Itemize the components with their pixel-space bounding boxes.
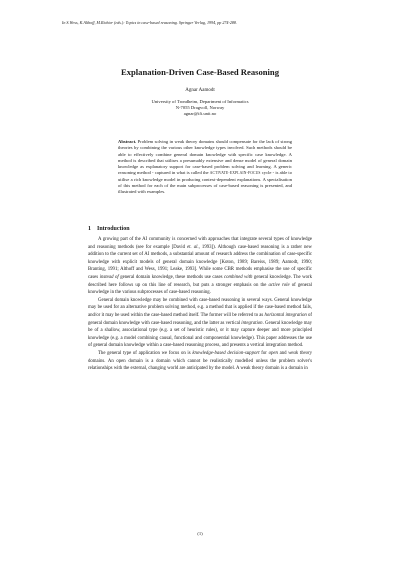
emphasis-run: integration [241,320,263,326]
body-paragraph [88,297,312,350]
text-run: , 1993]). Although case-based reasoning is a rather new addition to the current set of AI methods, a substantial amount of research address the combination of case-specific knowledge with explicit models of general domain knowledge [Koton, 1989; Bareiss, 1989; Aamodt, 1990; Branting, 1991; Althoff and Wess, 1991; Leake, 1993]. While some CBR methods emphasise the use of specific cases [88,244,312,280]
affiliation-email: agnar@ifi.unit.no [183,111,217,116]
text-run: domains. An open domain is a domain which cannot be realistically modelled unless the problem solver's relationships with the external, changing world are anticipated by the model. A weak theory domain is a domain in [88,358,312,372]
emphasis-run: instead of [99,274,119,280]
section-title: Introduction [97,226,130,232]
abstract-label: Abstract. [118,139,137,144]
emphasis-run: knowledge-based decision-support [192,350,260,356]
body-paragraph [88,236,312,297]
text-run: for [259,350,269,356]
emphasis-run: combined with [224,274,253,280]
emphasis-run: open [268,350,278,356]
abstract-text-1: Problem solving in weak theory domains should compensate for the lack of strong theories by combining the various other knowledge types involved. Such methods should be able to effectively combine general domain knowledge with specific case knowledge. A method is described that utilises a presumably extensive and dense model of general domain knowledge as explanatory support for case-based problem solving and learning. A generic reasoning method - captured in what is called the [118,139,292,176]
text-run: The general type of application we focus on is [98,350,193,356]
text-run: General domain knowledge may be combined with case-based reasoning in several ways. General knowledge may be used for an alternative problem solving method, e.g. a method that is applied if the case-based method fails, and/or it may be used within the case-based method itself. The former will be referred to as [88,297,312,318]
affiliation-institution: University of Trondheim, Department of Informatics [151,99,249,104]
text-run: general domain knowledge, these methods use cases [118,274,225,280]
paper-title: Explanation-Driven Case-Based Reasoning [120,67,280,77]
abstract [118,139,292,196]
emphasis-run: horizontal integration [264,312,307,318]
text-run: of general domain knowledge with case-based reasoning, and the latter as vertical [88,312,312,326]
abstract-method-name: ACTIVATE-EXPLAIN-FOCUS [209,171,261,176]
emphasis-run: active role [268,282,290,288]
section-number: 1 [88,226,91,232]
text-run: . General knowledge may be of a shallow, associational type (e.g. a set of heuristic rules), or it may capture deeper and more principled knowledge (e.g. a model combining causal, functional and componential knowledge). This paper addresses the use of general domain knowledge within a case-based reasoning process, and presents a vertical integration method. [88,320,312,349]
text-run: of general knowledge in the various subprocesses of case-based reasoning. [88,282,312,296]
body-text [88,236,312,373]
abstract-text-2: cycle - is able to utilise a rich knowledge model in producing context-dependent explanations. A specialisation of this method for each of the main subprocesses of case-based reasoning is presented, and illustrated with examples. [118,170,292,195]
emphasis-run: weak theory [288,350,313,356]
body-paragraph [88,350,312,373]
text-run: and [277,350,289,356]
citation-header: In S.Wess, K.Althoff, M.Richter (eds.): Topics in case-based reasoning. Springer Verlag, 1994, pp 274-288. [62,20,237,25]
affiliation-address: N-7055 Dragvoll, Norway [175,105,225,110]
author-name: Agnar Aamodt [185,88,215,93]
section-heading [88,225,130,233]
text-run: general knowledge. The work described here follows up on this line of research, but puts a stronger emphasis on the [88,274,312,288]
page-number: (1) [197,531,203,536]
text-run: A growing part of the AI community is concerned with approaches that integrate several types of knowledge and reasoning methods (see for example [David [88,237,312,250]
emphasis-run: et. al. [187,244,199,250]
affiliation-block [0,99,400,117]
